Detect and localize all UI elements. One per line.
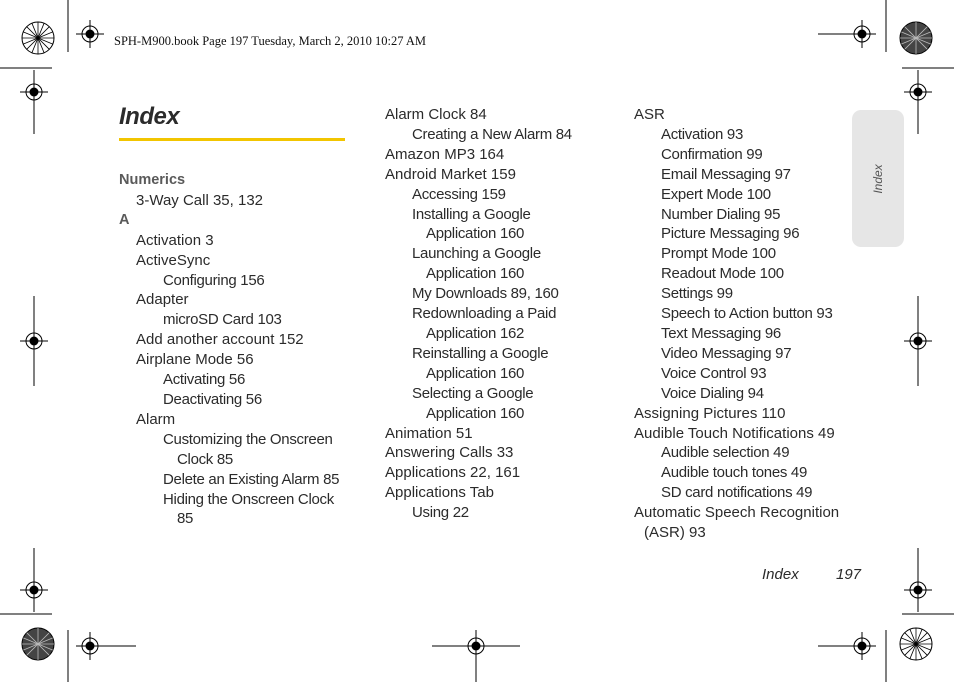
index-subentry-continued: Application 162 xyxy=(426,324,525,342)
page-number: 197 xyxy=(836,566,862,583)
index-entry: Alarm xyxy=(136,410,176,428)
index-subentry: Speech to Action button 93 xyxy=(661,305,833,323)
index-subentry: SD card notifications 49 xyxy=(661,484,813,502)
index-subentry: Redownloading a Paid xyxy=(412,305,557,323)
index-entry: Assigning Pictures 110 xyxy=(634,404,786,422)
index-subentry: Picture Messaging 96 xyxy=(661,225,800,243)
index-subentry: Deactivating 56 xyxy=(163,390,262,408)
index-subentry: Activating 56 xyxy=(163,371,245,389)
index-entry: Animation 51 xyxy=(385,424,473,442)
index-entry: Answering Calls 33 xyxy=(385,444,514,462)
index-entry-continued: (ASR) 93 xyxy=(644,524,706,542)
index-subentry: Email Messaging 97 xyxy=(661,165,791,183)
index-column-1 xyxy=(119,171,354,529)
index-entry: Applications 22, 161 xyxy=(385,464,521,482)
index-subentry: Selecting a Google xyxy=(412,384,534,402)
index-subentry-continued: 85 xyxy=(177,510,194,528)
index-subentry: Launching a Google xyxy=(412,245,541,263)
index-subentry-continued: Application 160 xyxy=(426,364,525,382)
index-subentry: Accessing 159 xyxy=(412,185,506,203)
index-subentry: My Downloads 89, 160 xyxy=(412,285,559,303)
index-column-3 xyxy=(634,105,874,543)
index-entry: ActiveSync xyxy=(136,251,211,269)
section-heading: Numerics xyxy=(119,172,186,188)
index-subentry: Activation 93 xyxy=(661,125,743,143)
index-subentry: microSD Card 103 xyxy=(163,311,282,329)
footer-section-label: Index xyxy=(762,566,799,583)
index-subentry: Settings 99 xyxy=(661,285,733,303)
index-subentry: Voice Dialing 94 xyxy=(661,384,764,402)
index-entry: Airplane Mode 56 xyxy=(136,351,254,369)
title-underline xyxy=(119,138,345,141)
index-subentry: Expert Mode 100 xyxy=(661,185,771,203)
index-subentry: Video Messaging 97 xyxy=(661,344,792,362)
index-subentry: Reinstalling a Google xyxy=(412,344,549,362)
index-entry: Adapter xyxy=(136,291,189,309)
running-head: SPH-M900.book Page 197 Tuesday, March 2, 2010 10:27 AM xyxy=(114,34,427,48)
index-subentry: Audible selection 49 xyxy=(661,444,790,462)
side-tab-label: Index xyxy=(871,163,885,194)
index-subentry: Delete an Existing Alarm 85 xyxy=(163,470,340,488)
index-entry: Android Market 159 xyxy=(385,165,516,183)
index-subentry: Voice Control 93 xyxy=(661,364,767,382)
index-entry: Alarm Clock 84 xyxy=(385,106,487,123)
index-subentry: Text Messaging 96 xyxy=(661,324,781,342)
index-subentry: Customizing the Onscreen xyxy=(163,430,333,448)
index-subentry: Readout Mode 100 xyxy=(661,265,784,283)
index-entry: Add another account 152 xyxy=(136,331,304,349)
index-entry: Activation 3 xyxy=(136,231,214,249)
index-entry: Applications Tab xyxy=(385,484,494,502)
index-subentry: Prompt Mode 100 xyxy=(661,245,776,263)
index-subentry: Using 22 xyxy=(412,504,469,522)
index-subentry-continued: Clock 85 xyxy=(177,450,233,468)
index-subentry: Configuring 156 xyxy=(163,271,265,289)
index-entry: 3-Way Call 35, 132 xyxy=(136,191,264,209)
index-subentry: Audible touch tones 49 xyxy=(661,464,808,482)
index-subentry-continued: Application 160 xyxy=(426,265,525,283)
index-column-2 xyxy=(385,105,620,523)
index-subentry: Creating a New Alarm 84 xyxy=(412,125,572,143)
index-entry: Automatic Speech Recognition xyxy=(634,504,840,522)
index-entry: Amazon MP3 164 xyxy=(385,145,505,163)
index-subentry: Hiding the Onscreen Clock xyxy=(163,490,334,508)
index-subentry-continued: Application 160 xyxy=(426,404,525,422)
index-subentry: Installing a Google xyxy=(412,205,531,223)
index-subentry-continued: Application 160 xyxy=(426,225,525,243)
index-entry: Audible Touch Notifications 49 xyxy=(634,424,835,442)
index-subentry: Number Dialing 95 xyxy=(661,205,781,223)
index-subentry: Confirmation 99 xyxy=(661,145,763,163)
section-heading: A xyxy=(119,211,130,228)
page-title: Index xyxy=(119,103,180,130)
index-entry: ASR xyxy=(634,106,665,123)
